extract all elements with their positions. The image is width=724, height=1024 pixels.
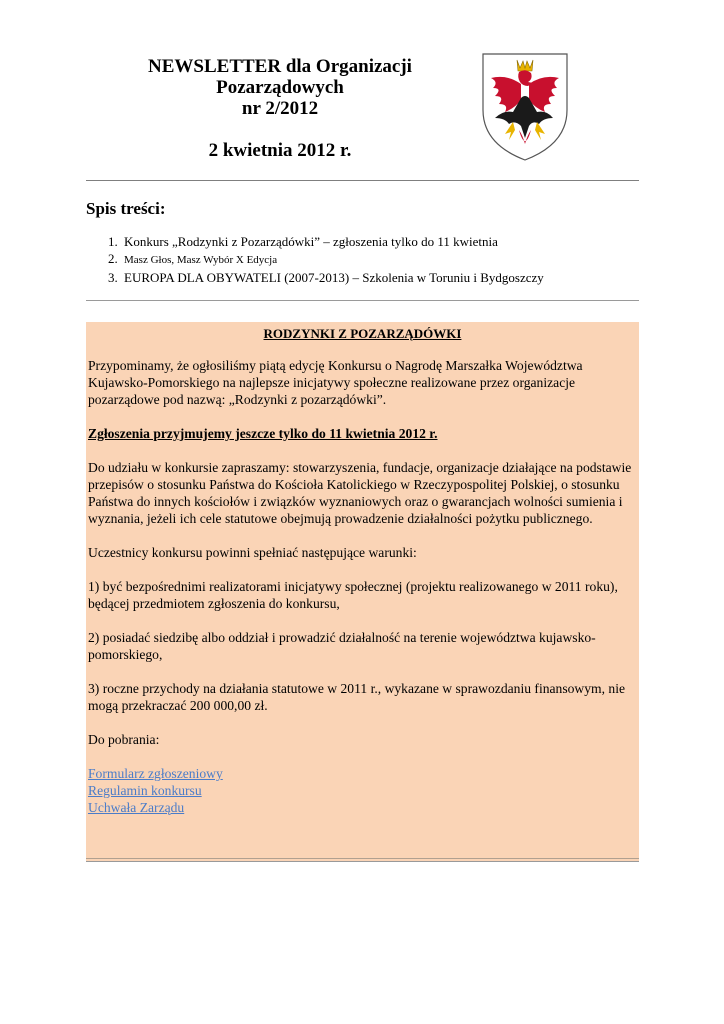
article-paragraph: Uczestnicy konkursu powinni spełniać następujące warunki: (88, 545, 417, 560)
condition-item: 2) posiadać siedzibę albo oddział i prowadzić działalność na terenie województwa kujawsko-pomorskiego, (88, 630, 596, 662)
download-link-rules[interactable]: Regulamin konkursu (88, 783, 202, 798)
toc-item-text: Masz Głos, Masz Wybór X Edycja (124, 254, 278, 266)
toc-item-number: 3. (108, 270, 118, 285)
toc-item[interactable] (108, 269, 544, 286)
article-paragraph: Do udziału w konkursie zapraszamy: stowarzyszenia, fundacje, organizacje działające na podstawie przepisów o stosunku Państwa do Kościoła Katolickiego w Rzeczypospolitej Polskiej, o stosunku Państwa do innych kościołów i związków wyznaniowych oraz o gwarancjach wolności sumienia i wyznania, jeżeli ich cele statutowe obejmują prowadzenie działalności pożytku publicznego. (88, 460, 632, 526)
downloads-label: Do pobrania: (88, 732, 160, 747)
toc-divider (86, 300, 639, 301)
toc-title: Spis treści: (86, 199, 166, 218)
deadline-notice: Zgłoszenia przyjmujemy jeszcze tylko do 11 kwietnia 2012 r. (88, 426, 438, 441)
title-line: Pozarządowych (216, 77, 344, 98)
download-link-form[interactable]: Formularz zgłoszeniowy (88, 766, 223, 781)
newsletter-title (100, 56, 460, 119)
toc-item[interactable] (108, 250, 544, 269)
newsletter-date: 2 kwietnia 2012 r. (208, 140, 352, 161)
article-heading: RODZYNKI Z POZARZĄDÓWKI (263, 326, 462, 341)
download-link-resolution[interactable]: Uchwała Zarządu (88, 800, 185, 815)
condition-item: 3) roczne przychody na działania statutowe w 2011 r., wykazane w sprawozdaniu finansowym, nie mogą przekraczać 200 000,00 zł. (88, 681, 626, 713)
title-line: nr 2/2012 (241, 98, 319, 119)
download-item (88, 765, 637, 782)
toc-item-number: 1. (108, 234, 118, 249)
toc-item-text: EUROPA DLA OBYWATELI (2007-2013) – Szkolenia w Toruniu i Bydgoszczy (124, 270, 544, 285)
download-item (88, 782, 637, 799)
article-bottom-divider (86, 858, 639, 859)
toc-item-text: Konkurs „Rodzynki z Pozarządówki” – zgłoszenia tylko do 11 kwietnia (124, 234, 498, 249)
table-of-contents (108, 233, 544, 286)
article-rodzynki (86, 322, 639, 862)
condition-item: 1) być bezpośrednimi realizatorami inicjatywy społecznej (projektu realizowanego w 2011 roku), będącej przedmiotem zgłoszenia do konkursu, (88, 579, 618, 611)
article-paragraph: Przypominamy, że ogłosiliśmy piątą edycję Konkursu o Nagrodę Marszałka Województwa Kujawsko-Pomorskiego na najlepsze inicjatywy społeczne realizowane przez organizacje pozarządowe pod nazwą: „Rodzynki z pozarządówki”. (88, 358, 583, 407)
toc-item-number: 2. (108, 251, 118, 266)
article-body (86, 357, 639, 816)
download-item (88, 799, 637, 816)
downloads-list (88, 765, 637, 816)
coat-of-arms-icon (481, 52, 569, 162)
title-line: NEWSLETTER dla Organizacji (148, 56, 412, 77)
header-divider (86, 180, 639, 181)
toc-item[interactable] (108, 233, 544, 250)
